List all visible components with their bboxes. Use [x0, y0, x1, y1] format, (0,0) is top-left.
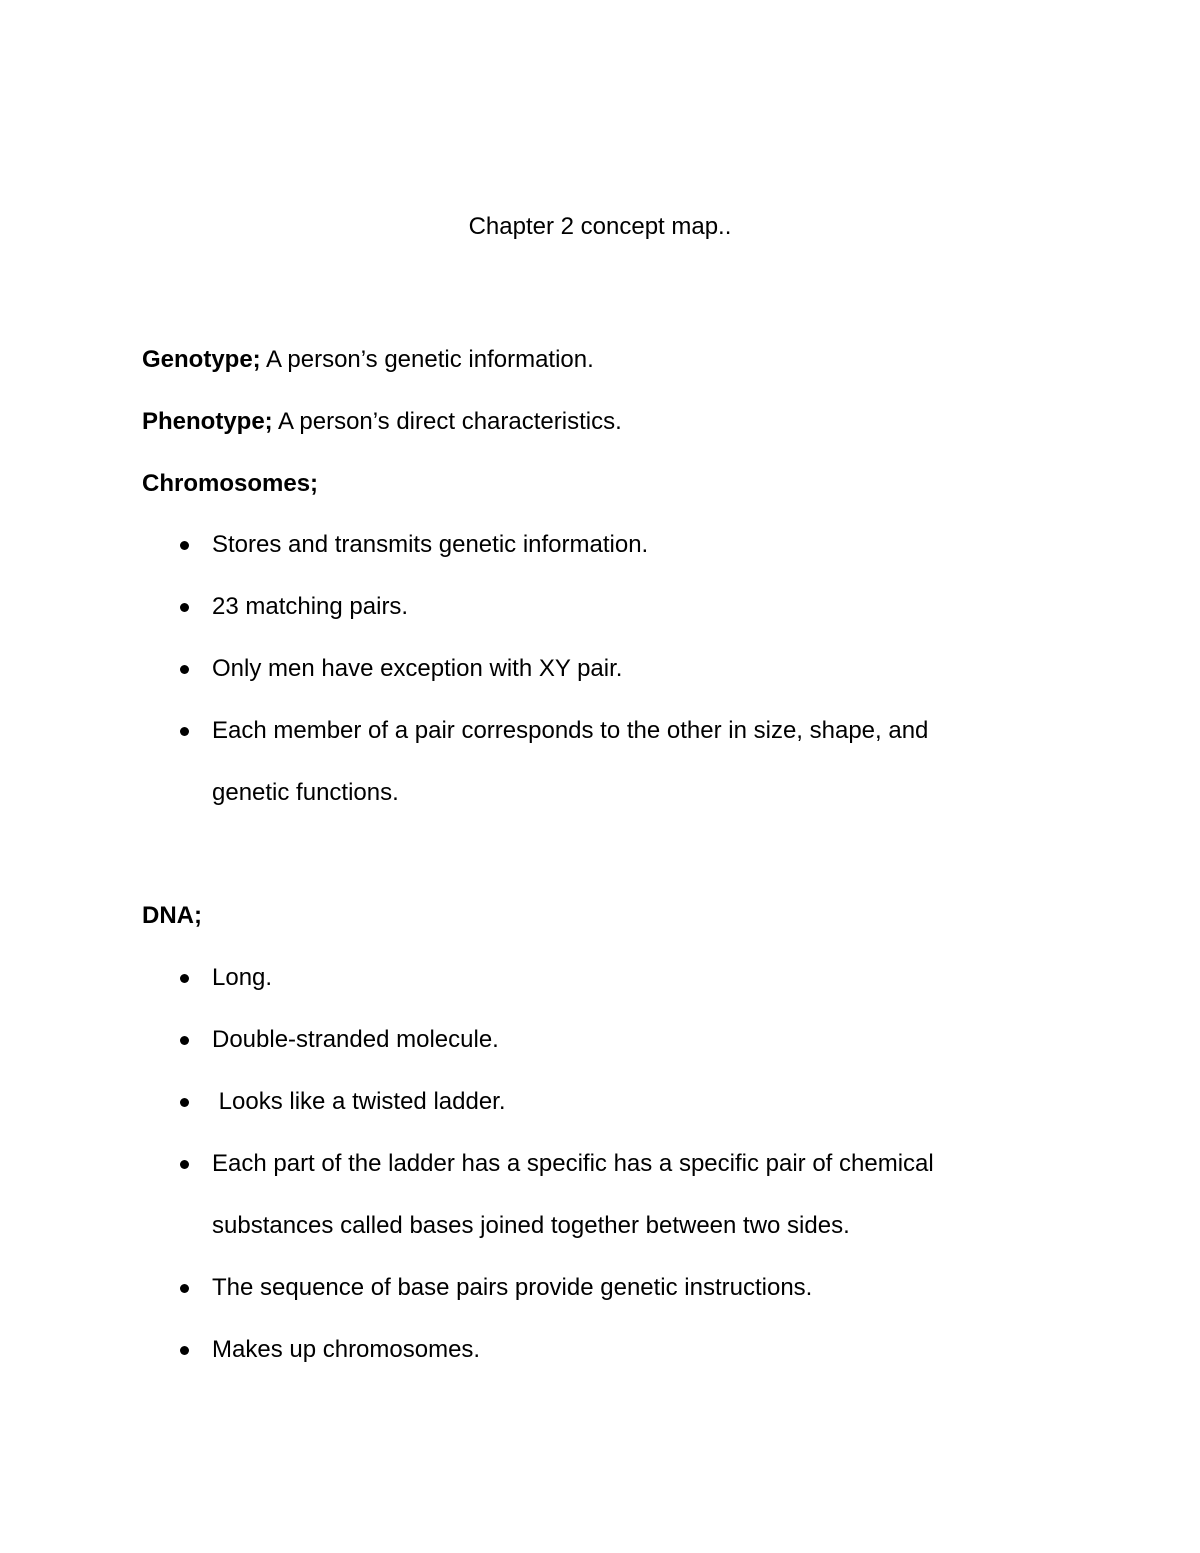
bullet-icon — [180, 603, 189, 612]
page-title: Chapter 2 concept map.. — [468, 213, 732, 240]
genotype-definition — [142, 345, 1092, 375]
list-item — [142, 947, 1092, 1009]
bullet-icon — [180, 1160, 189, 1169]
bullet-icon — [180, 727, 189, 736]
genotype-text: A person’s genetic information. — [260, 346, 594, 373]
list-item-text: Double-stranded molecule. — [212, 1026, 499, 1053]
list-item-text-line-1: Each part of the ladder has a specific has a specific pair of chemical — [212, 1150, 934, 1177]
list-item-text: 23 matching pairs. — [212, 593, 409, 620]
chromosomes-list — [142, 514, 1092, 824]
bullet-icon — [180, 1036, 189, 1045]
list-item — [142, 1257, 1092, 1319]
list-item — [142, 1009, 1092, 1071]
list-item — [142, 514, 1092, 576]
list-item-text: Long. — [212, 964, 273, 991]
bullet-icon — [180, 1346, 189, 1355]
list-item-text-line-1: Each member of a pair corresponds to the other in size, shape, and — [212, 717, 929, 744]
bullet-icon — [180, 1098, 189, 1107]
list-item-text-line-2: genetic functions. — [212, 779, 399, 806]
list-item — [142, 1319, 1092, 1381]
phenotype-definition — [142, 407, 1092, 437]
genotype-term: Genotype; — [142, 346, 261, 373]
phenotype-text: A person’s direct characteristics. — [272, 408, 622, 435]
list-item-text-line-2: substances called bases joined together between two sides. — [212, 1212, 850, 1239]
list-item-text: Stores and transmits genetic information. — [212, 531, 649, 558]
list-item — [142, 1133, 1092, 1257]
dna-heading: DNA; — [142, 902, 202, 929]
list-item-text: Looks like a twisted ladder. — [212, 1088, 506, 1115]
chromosomes-heading: Chromosomes; — [142, 470, 319, 497]
list-item-text: The sequence of base pairs provide genetic instructions. — [212, 1274, 813, 1301]
list-item — [142, 1071, 1092, 1133]
bullet-icon — [180, 1284, 189, 1293]
bullet-icon — [180, 665, 189, 674]
bullet-icon — [180, 541, 189, 550]
bullet-icon — [180, 974, 189, 983]
list-item-text: Makes up chromosomes. — [212, 1336, 481, 1363]
list-item-text: Only men have exception with XY pair. — [212, 655, 623, 682]
list-item — [142, 700, 1092, 824]
list-item — [142, 576, 1092, 638]
dna-list — [142, 947, 1092, 1381]
phenotype-term: Phenotype; — [142, 408, 273, 435]
list-item — [142, 638, 1092, 700]
